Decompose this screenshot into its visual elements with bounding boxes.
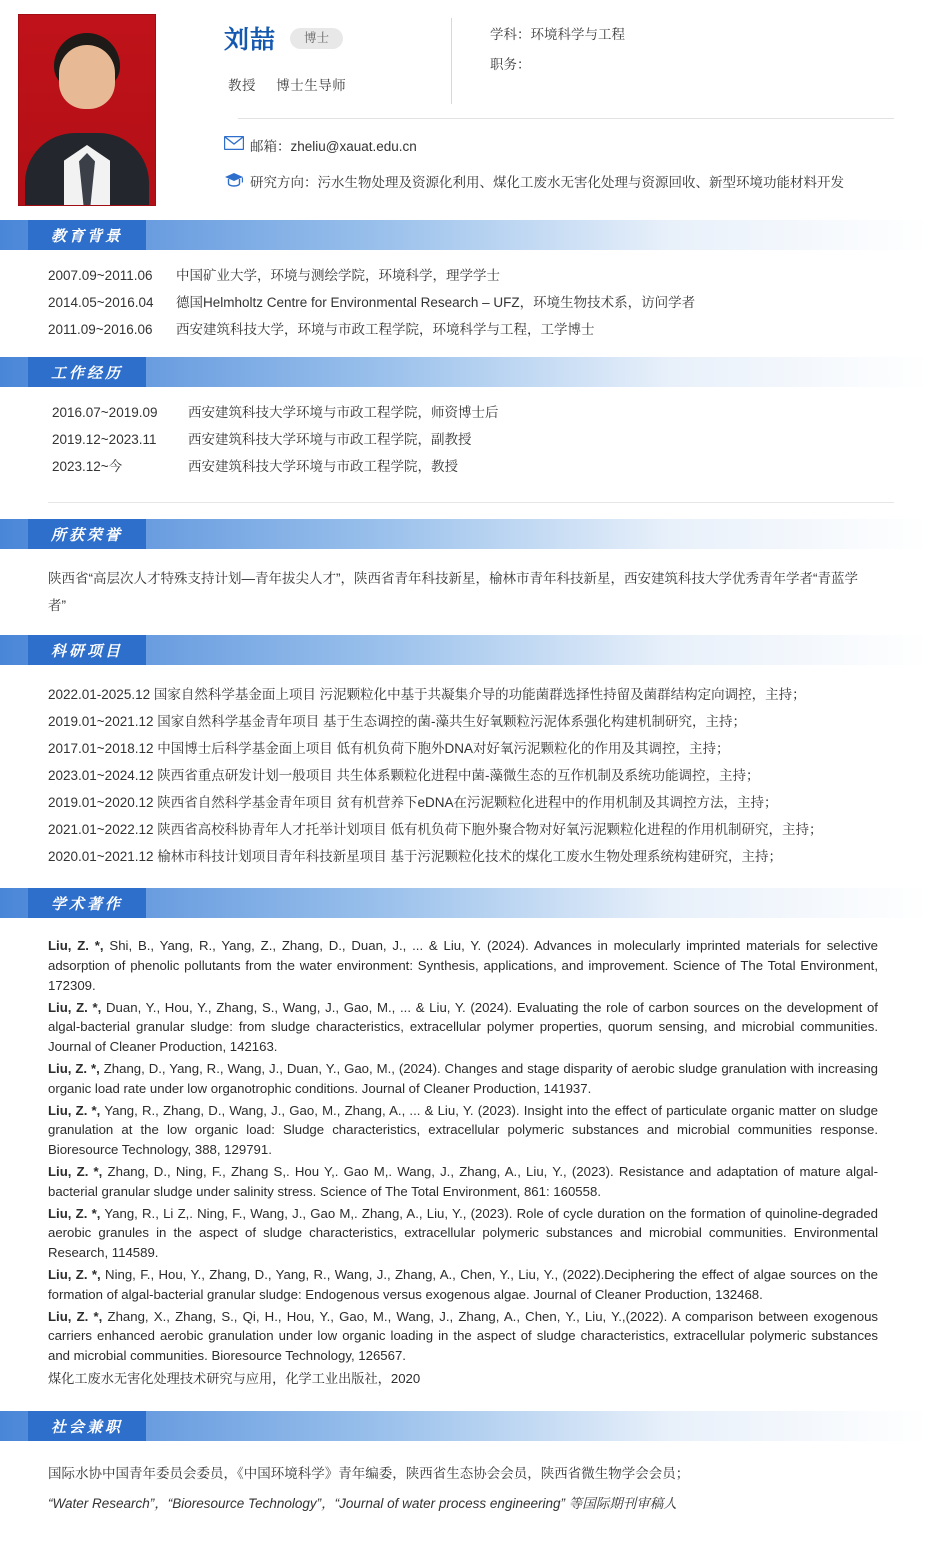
education-text-2: 西安建筑科技大学，环境与市政工程学院，环境科学与工程，工学博士 — [176, 322, 595, 338]
pub-authors-2: Liu, Z. *, — [48, 1061, 100, 1077]
list-item — [48, 1059, 878, 1099]
graduation-cap-icon — [224, 171, 250, 188]
list-item — [48, 289, 882, 316]
pub-authors-3: Liu, Z. *, — [48, 1102, 101, 1118]
pub-authors-6: Liu, Z. *, — [48, 1267, 101, 1282]
research-label: 研究方向： — [250, 174, 318, 190]
project-date-6: 2020.01~2021.12 — [48, 849, 154, 865]
pub-text-5: Yang, R., Li Z,. Ning, F., Wang, J., Gao M,. Zhang, A., Liu, Y., (2023). Role of cycle duration on the formation of quinoline-degraded aerobic granules in the aspect of sludge characteristics, extracellular polymeric substances and microbial communities. Environmental Research, 114589. — [48, 1205, 878, 1261]
project-text-5: 陕西省高校科协青年人才托举计划项目 低有机负荷下胞外聚合物对好氧污泥颗粒化进程的作用机制研究，主持； — [157, 822, 823, 838]
experience-text-0: 西安建筑科技大学环境与市政工程学院，师资博士后 — [188, 405, 499, 421]
list-item — [48, 789, 882, 816]
section-title-social: 社会兼职 — [28, 1411, 146, 1441]
list-item — [48, 843, 882, 870]
section-title-projects: 科研项目 — [28, 635, 146, 665]
education-date-1: 2014.05~2016.04 — [48, 295, 154, 311]
pub-text-7: Zhang, X., Zhang, S., Qi, H., Hou, Y., Gao, M., Wang, J., Zhang, A., Chen, Y., Liu, Y.,(2022). A comparison between exogenous carriers enhanced aerobic granulation under low organic loading in the aspect of sludge characteristics, extracellular polymeric substances and microbial communities. Bioresource Technology, 126567. — [48, 1308, 878, 1364]
section-bar-projects — [0, 635, 930, 665]
list-item — [48, 936, 878, 995]
project-date-2: 2017.01~2018.12 — [48, 741, 154, 757]
pub-text-1: Duan, Y., Hou, Y., Zhang, S., Wang, J., Gao, M., ... & Liu, Y. (2024). Evaluating the role of carbon sources on the development of algal-bacterial granular sludge: from sludge characteristics, extracellular polymer properties, quorum sensing, and microbial communities. Journal of Cleaner Production, 142163. — [48, 999, 878, 1055]
section-title-publications: 学术著作 — [28, 888, 146, 918]
experience-text-1: 西安建筑科技大学环境与市政工程学院，副教授 — [188, 432, 472, 448]
project-date-0: 2022.01-2025.12 — [48, 687, 151, 703]
section-bar-honors — [0, 519, 930, 549]
pub-text-6: Ning, F., Hou, Y., Zhang, D., Yang, R., Wang, J., Zhang, A., Chen, Y., Liu, Y., (2022).Deciphering the effect of algae sources on the formation of algal-bacterial granular sludge: Endogenous versus exogenous algae. Journal of Cleaner Production, 132468. — [48, 1267, 878, 1302]
project-date-5: 2021.01~2022.12 — [48, 822, 154, 838]
section-bar-education — [0, 220, 930, 250]
pub-authors-5: Liu, Z. *, — [48, 1205, 101, 1221]
section-title-education: 教育背景 — [28, 220, 146, 250]
degree-badge: 博士 — [290, 28, 343, 49]
pub-authors-0: Liu, Z. *, — [48, 938, 104, 954]
pub-authors-4: Liu, Z. *, — [48, 1164, 103, 1180]
pub-text-3: Yang, R., Zhang, D., Wang, J., Gao, M., Zhang, A., ... & Liu, Y. (2023). Insight into the effect of particulate organic matter on sludge granulation at the low organic load: Sludge characteristics, extracellular polymeric substances and microbial communities response. Bioresource Technology, 388, 129791. — [48, 1102, 878, 1158]
list-item — [48, 762, 882, 789]
research-value: 污水生物处理及资源化利用、煤化工废水无害化处理与资源回收、新型环境功能材料开发 — [317, 174, 844, 190]
education-body — [0, 250, 930, 343]
divider — [48, 502, 894, 503]
profile-titles — [186, 74, 451, 94]
project-text-3: 陕西省重点研发计划一般项目 共生体系颗粒化进程中菌-藻微生态的互作机制及系统功能调控，主持； — [157, 768, 760, 784]
discipline-label: 学科： — [490, 27, 531, 42]
section-title-experience: 工作经历 — [28, 357, 146, 387]
avatar-face — [59, 45, 115, 109]
project-text-6: 榆林市科技计划项目青年科技新星项目 基于污泥颗粒化技术的煤化工废水生物处理系统构建研究，主持； — [157, 849, 782, 865]
profile-title-2: 博士生导师 — [276, 78, 347, 93]
project-date-3: 2023.01~2024.12 — [48, 768, 154, 784]
discipline-value: 环境科学与工程 — [530, 27, 625, 42]
project-date-4: 2019.01~2020.12 — [48, 795, 154, 811]
profile-header — [0, 0, 930, 206]
position-row — [490, 50, 625, 80]
list-item — [52, 399, 882, 426]
publications-body — [0, 918, 930, 1389]
publication-book: 煤化工废水无害化处理技术研究与应用，化学工业出版社，2020 — [48, 1370, 421, 1386]
research-row — [224, 171, 930, 195]
education-text-1: 德国Helmholtz Centre for Environmental Research – UFZ，环境生物技术系，访问学者 — [176, 295, 696, 311]
experience-date-0: 2016.07~2019.09 — [52, 405, 158, 421]
contact-block — [186, 119, 930, 194]
section-bar-experience — [0, 357, 930, 387]
pub-text-4: Zhang, D., Ning, F., Zhang S,. Hou Y,. Gao M,. Wang, J., Zhang, A., Liu, Y., (2023). Resistance and adaptation of mature algal-bacterial granular sludge under salinity stress. Science of The Total Environment, 861: 160558. — [48, 1164, 878, 1199]
email-value[interactable]: zheliu@xauat.edu.cn — [290, 139, 417, 154]
section-title-honors: 所获荣誉 — [28, 519, 146, 549]
profile-meta — [452, 14, 625, 81]
discipline-row — [490, 20, 625, 50]
project-text-0: 国家自然科学基金面上项目 污泥颗粒化中基于共凝集介导的功能菌群选择性持留及菌群结构定向调控，主持； — [153, 687, 806, 703]
project-date-1: 2019.01~2021.12 — [48, 714, 154, 730]
list-item — [48, 1307, 878, 1366]
envelope-icon — [224, 135, 250, 150]
position-label: 职务： — [490, 57, 531, 73]
profile-header-right — [156, 14, 930, 206]
project-text-4: 陕西省自然科学基金青年项目 贫有机营养下eDNA在污泥颗粒化进程中的作用机制及其调控方法，主持； — [157, 795, 778, 811]
email-text — [250, 135, 417, 159]
experience-text-2: 西安建筑科技大学环境与市政工程学院，教授 — [188, 459, 458, 475]
email-label: 邮箱： — [250, 139, 291, 154]
page-title: 刘喆 — [224, 26, 277, 54]
experience-date-1: 2019.12~2023.11 — [52, 432, 157, 448]
social-line-2: “Water Research”，“Bioresource Technology”，“Journal of water process engineering” 等国际期刊审稿人 — [48, 1495, 677, 1511]
list-item — [48, 681, 882, 708]
section-bar-publications — [0, 888, 930, 918]
social-line-1: 国际水协中国青年委员会委员，《中国环境科学》青年编委，陕西省生态协会会员，陕西省微生物学会会员； — [48, 1466, 690, 1482]
pub-text-2: Zhang, D., Yang, R., Wang, J., Duan, Y., Gao, M., (2024). Changes and stage disparity of aerobic sludge granulation with increasing organic load rate under low organotrophic conditions. Journal of Cleaner Production, 141937. — [48, 1061, 878, 1096]
list-item — [48, 708, 882, 735]
education-date-0: 2007.09~2011.06 — [48, 268, 153, 284]
education-text-0: 中国矿业大学，环境与测绘学院，环境科学，理学学士 — [176, 268, 500, 284]
project-text-1: 国家自然科学基金青年项目 基于生态调控的菌-藻共生好氧颗粒污泥体系强化构建机制研究，主持； — [157, 714, 746, 730]
list-item — [48, 1204, 878, 1263]
list-item — [52, 453, 882, 480]
pub-text-0: Shi, B., Yang, R., Yang, Z., Zhang, D., Duan, J., ... & Liu, Y. (2024). Advances in molecularly imprinted materials for selective adsorption of phenolic pollutants from the water environment: Synthesis, applications, and improvement. Science of The Total Environment, 172309. — [48, 938, 878, 993]
avatar — [18, 14, 156, 206]
pub-authors-7: Liu, Z. *, — [48, 1308, 103, 1324]
list-item — [48, 735, 882, 762]
social-body — [0, 1441, 930, 1518]
profile-identity — [186, 14, 451, 94]
honors-text: 陕西省“高层次人才特殊支持计划—青年拔尖人才”，陕西省青年科技新星，榆林市青年科技新星，西安建筑科技大学优秀青年学者“青蓝学者” — [48, 571, 858, 614]
honors-body — [0, 549, 930, 619]
experience-date-2: 2023.12~今 — [52, 459, 123, 475]
section-bar-social — [0, 1411, 930, 1441]
list-item — [48, 316, 882, 343]
list-item — [48, 1265, 878, 1305]
research-text — [250, 171, 844, 195]
list-item — [52, 426, 882, 453]
list-item — [48, 1101, 878, 1160]
project-text-2: 中国博士后科学基金面上项目 低有机负荷下胞外DNA对好氧污泥颗粒化的作用及其调控，主持； — [157, 741, 730, 757]
experience-body — [0, 387, 930, 480]
pub-authors-1: Liu, Z. *, — [48, 999, 102, 1015]
list-item — [48, 816, 882, 843]
list-item — [48, 998, 878, 1057]
list-item — [48, 1162, 878, 1202]
email-row — [224, 135, 930, 159]
projects-body — [0, 665, 930, 870]
education-date-2: 2011.09~2016.06 — [48, 322, 153, 338]
profile-title-1: 教授 — [228, 78, 256, 93]
list-item — [48, 262, 882, 289]
